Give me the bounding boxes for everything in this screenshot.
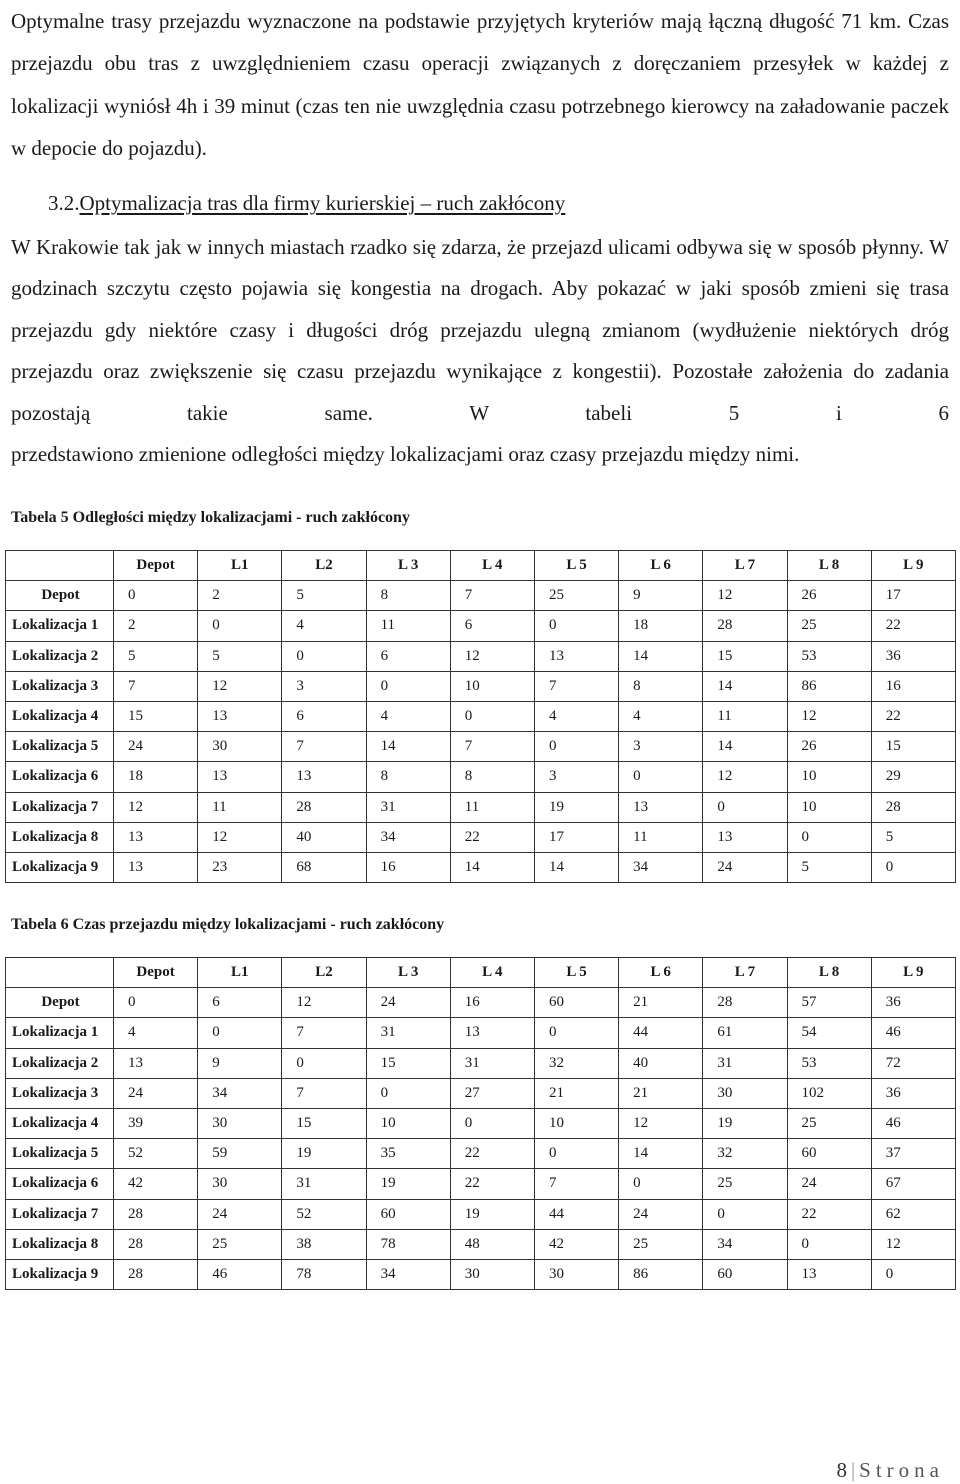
table-cell: 10 bbox=[787, 762, 871, 792]
table-cell: 12 bbox=[787, 701, 871, 731]
table-cell: 13 bbox=[114, 822, 198, 852]
table-cell: 12 bbox=[619, 1108, 703, 1138]
row-header: Depot bbox=[6, 988, 114, 1018]
table-cell: 0 bbox=[450, 701, 534, 731]
table-cell: 44 bbox=[619, 1018, 703, 1048]
table-cell: 25 bbox=[534, 581, 618, 611]
table-cell: 0 bbox=[366, 1078, 450, 1108]
column-header: Depot bbox=[114, 551, 198, 581]
table-cell: 19 bbox=[366, 1169, 450, 1199]
table-cell: 10 bbox=[450, 671, 534, 701]
table-cell: 12 bbox=[450, 641, 534, 671]
table-cell: 24 bbox=[619, 1199, 703, 1229]
row-header: Lokalizacja 5 bbox=[6, 732, 114, 762]
table-cell: 8 bbox=[366, 581, 450, 611]
table5-caption: Tabela 5 Odległości między lokalizacjami - ruch zakłócony bbox=[11, 509, 410, 526]
table-cell: 0 bbox=[787, 822, 871, 852]
intro-paragraph: Optymalne trasy przejazdu wyznaczone na podstawie przyjętych kryteriów mają łączną długość 71 km. Czas przejazdu obu tras z uwzględnieniem czasu operacji związanych z doręczaniem przesyłek w każdej z lokalizacji wyniósł 4h i 39 minut (czas ten nie uwzględnia czasu potrzebnego kierowcy na załadowanie paczek w depocie do pojazdu). bbox=[11, 9, 949, 161]
table-cell: 0 bbox=[366, 671, 450, 701]
row-header: Depot bbox=[6, 581, 114, 611]
table-cell: 40 bbox=[619, 1048, 703, 1078]
table-cell: 22 bbox=[450, 1169, 534, 1199]
table-cell: 0 bbox=[534, 611, 618, 641]
table-cell: 9 bbox=[619, 581, 703, 611]
table-cell: 4 bbox=[366, 701, 450, 731]
table-cell: 7 bbox=[450, 581, 534, 611]
table-cell: 28 bbox=[282, 792, 366, 822]
table-cell: 29 bbox=[871, 762, 955, 792]
table-cell: 62 bbox=[871, 1199, 955, 1229]
table-cell: 30 bbox=[450, 1259, 534, 1289]
table-row bbox=[6, 581, 956, 611]
table-cell: 53 bbox=[787, 641, 871, 671]
table-row bbox=[6, 792, 956, 822]
header-corner-cell bbox=[6, 551, 114, 581]
table-cell: 86 bbox=[787, 671, 871, 701]
table-cell: 34 bbox=[366, 1259, 450, 1289]
table-cell: 5 bbox=[114, 641, 198, 671]
table-row bbox=[6, 1048, 956, 1078]
table-cell: 13 bbox=[198, 762, 282, 792]
table-cell: 21 bbox=[534, 1078, 618, 1108]
table-cell: 42 bbox=[534, 1229, 618, 1259]
table-cell: 31 bbox=[282, 1169, 366, 1199]
column-header: L 4 bbox=[450, 958, 534, 988]
table-cell: 0 bbox=[282, 641, 366, 671]
column-header: Depot bbox=[114, 958, 198, 988]
page-label: Strona bbox=[859, 1458, 944, 1482]
table-cell: 60 bbox=[787, 1139, 871, 1169]
table-cell: 4 bbox=[534, 701, 618, 731]
table-cell: 35 bbox=[366, 1139, 450, 1169]
table-cell: 6 bbox=[450, 611, 534, 641]
column-header: L 5 bbox=[534, 958, 618, 988]
table-cell: 61 bbox=[703, 1018, 787, 1048]
row-header: Lokalizacja 2 bbox=[6, 641, 114, 671]
table-cell: 44 bbox=[534, 1199, 618, 1229]
column-header: L 6 bbox=[619, 958, 703, 988]
table-cell: 15 bbox=[703, 641, 787, 671]
row-header: Lokalizacja 7 bbox=[6, 792, 114, 822]
table-cell: 32 bbox=[703, 1139, 787, 1169]
table-row bbox=[6, 1199, 956, 1229]
table-row bbox=[6, 1108, 956, 1138]
table-cell: 11 bbox=[366, 611, 450, 641]
row-header: Lokalizacja 8 bbox=[6, 1229, 114, 1259]
table-cell: 25 bbox=[787, 1108, 871, 1138]
table-cell: 0 bbox=[198, 611, 282, 641]
table-cell: 3 bbox=[619, 732, 703, 762]
table-cell: 34 bbox=[366, 822, 450, 852]
table-cell: 0 bbox=[114, 988, 198, 1018]
table-cell: 25 bbox=[198, 1229, 282, 1259]
table-row bbox=[6, 852, 956, 882]
table-cell: 19 bbox=[282, 1139, 366, 1169]
table-cell: 5 bbox=[787, 852, 871, 882]
table-cell: 0 bbox=[534, 732, 618, 762]
table-cell: 12 bbox=[198, 671, 282, 701]
table-cell: 0 bbox=[703, 1199, 787, 1229]
row-header: Lokalizacja 2 bbox=[6, 1048, 114, 1078]
table-cell: 0 bbox=[619, 1169, 703, 1199]
table-cell: 13 bbox=[450, 1018, 534, 1048]
table-row bbox=[6, 1259, 956, 1289]
table-row bbox=[6, 1139, 956, 1169]
table-cell: 30 bbox=[703, 1078, 787, 1108]
column-header: L2 bbox=[282, 958, 366, 988]
table-cell: 30 bbox=[198, 1108, 282, 1138]
column-header: L1 bbox=[198, 551, 282, 581]
table-cell: 0 bbox=[198, 1018, 282, 1048]
table-cell: 6 bbox=[366, 641, 450, 671]
table-cell: 30 bbox=[198, 732, 282, 762]
row-header: Lokalizacja 3 bbox=[6, 671, 114, 701]
table-cell: 42 bbox=[114, 1169, 198, 1199]
table-row bbox=[6, 822, 956, 852]
table-cell: 19 bbox=[534, 792, 618, 822]
table-cell: 60 bbox=[534, 988, 618, 1018]
table-cell: 24 bbox=[114, 1078, 198, 1108]
table-cell: 68 bbox=[282, 852, 366, 882]
table-cell: 14 bbox=[450, 852, 534, 882]
table-cell: 12 bbox=[871, 1229, 955, 1259]
table-cell: 37 bbox=[871, 1139, 955, 1169]
table-cell: 13 bbox=[703, 822, 787, 852]
table-row bbox=[6, 641, 956, 671]
table-cell: 52 bbox=[282, 1199, 366, 1229]
table-cell: 7 bbox=[114, 671, 198, 701]
table-cell: 13 bbox=[282, 762, 366, 792]
table-cell: 34 bbox=[619, 852, 703, 882]
row-header: Lokalizacja 3 bbox=[6, 1078, 114, 1108]
table-row bbox=[6, 1018, 956, 1048]
table-cell: 60 bbox=[703, 1259, 787, 1289]
table-cell: 22 bbox=[450, 822, 534, 852]
table-row bbox=[6, 1229, 956, 1259]
row-header: Lokalizacja 1 bbox=[6, 1018, 114, 1048]
table-cell: 24 bbox=[114, 732, 198, 762]
body-paragraph-text: W Krakowie tak jak w innych miastach rzadko się zdarza, że przejazd ulicami odbywa się w sposób płynny. W godzinach szczytu często pojawia się kongestia na drogach. Aby pokazać w jaki sposób zmieni się trasa przejazdu gdy niektóre czasy i długości dróg przejazdu ulegną zmianom (wydłużenie niektórych dróg przejazdu oraz zwiększenie się czasu przejazdu wynikające z kongestii). Pozostałe założenia do zadania pozostają takie same. W tabeli 5 i 6 bbox=[11, 235, 949, 425]
table-cell: 14 bbox=[619, 1139, 703, 1169]
table-cell: 22 bbox=[871, 611, 955, 641]
table-cell: 16 bbox=[450, 988, 534, 1018]
table-cell: 4 bbox=[282, 611, 366, 641]
table-cell: 36 bbox=[871, 641, 955, 671]
section-title: Optymalizacja tras dla firmy kurierskiej – ruch zakłócony bbox=[79, 191, 566, 215]
row-header: Lokalizacja 7 bbox=[6, 1199, 114, 1229]
table-cell: 4 bbox=[114, 1018, 198, 1048]
body-paragraph-last-line: przedstawiono zmienione odległości między lokalizacjami oraz czasy przejazdu między nimi. bbox=[11, 442, 800, 467]
column-header: L 9 bbox=[871, 958, 955, 988]
table-cell: 10 bbox=[534, 1108, 618, 1138]
table-cell: 12 bbox=[703, 762, 787, 792]
table-cell: 25 bbox=[703, 1169, 787, 1199]
page-footer bbox=[836, 1458, 944, 1483]
table-cell: 46 bbox=[871, 1018, 955, 1048]
column-header: L2 bbox=[282, 551, 366, 581]
column-header: L1 bbox=[198, 958, 282, 988]
table-header-row bbox=[6, 958, 956, 988]
table-cell: 18 bbox=[619, 611, 703, 641]
table-cell: 28 bbox=[703, 988, 787, 1018]
row-header: Lokalizacja 9 bbox=[6, 1259, 114, 1289]
table-cell: 102 bbox=[787, 1078, 871, 1108]
section-heading bbox=[48, 185, 565, 221]
table-cell: 21 bbox=[619, 988, 703, 1018]
table-cell: 31 bbox=[450, 1048, 534, 1078]
table-cell: 40 bbox=[282, 822, 366, 852]
table-cell: 15 bbox=[871, 732, 955, 762]
table-cell: 24 bbox=[787, 1169, 871, 1199]
table-cell: 12 bbox=[282, 988, 366, 1018]
table-cell: 24 bbox=[366, 988, 450, 1018]
section-number: 3.2. bbox=[48, 191, 80, 215]
table-cell: 38 bbox=[282, 1229, 366, 1259]
table-row bbox=[6, 1169, 956, 1199]
table-cell: 13 bbox=[787, 1259, 871, 1289]
table-row bbox=[6, 762, 956, 792]
table-cell: 67 bbox=[871, 1169, 955, 1199]
page-number: 8 bbox=[836, 1458, 847, 1482]
table-cell: 25 bbox=[619, 1229, 703, 1259]
table-cell: 0 bbox=[619, 762, 703, 792]
table-cell: 27 bbox=[450, 1078, 534, 1108]
table-cell: 28 bbox=[114, 1259, 198, 1289]
body-paragraph bbox=[11, 227, 949, 475]
table-cell: 13 bbox=[198, 701, 282, 731]
table-cell: 39 bbox=[114, 1108, 198, 1138]
table-cell: 17 bbox=[871, 581, 955, 611]
table-cell: 53 bbox=[787, 1048, 871, 1078]
table-cell: 9 bbox=[198, 1048, 282, 1078]
table-cell: 17 bbox=[534, 822, 618, 852]
table-cell: 2 bbox=[114, 611, 198, 641]
table-row bbox=[6, 611, 956, 641]
table-cell: 60 bbox=[366, 1199, 450, 1229]
table-cell: 31 bbox=[703, 1048, 787, 1078]
table-cell: 4 bbox=[619, 701, 703, 731]
column-header: L 8 bbox=[787, 551, 871, 581]
table6-caption: Tabela 6 Czas przejazdu między lokalizacjami - ruch zakłócony bbox=[11, 916, 445, 933]
table-cell: 86 bbox=[619, 1259, 703, 1289]
table-cell: 11 bbox=[703, 701, 787, 731]
table-cell: 6 bbox=[282, 701, 366, 731]
table-cell: 3 bbox=[282, 671, 366, 701]
row-header: Lokalizacja 6 bbox=[6, 1169, 114, 1199]
table-cell: 7 bbox=[534, 1169, 618, 1199]
table-cell: 7 bbox=[282, 1018, 366, 1048]
row-header: Lokalizacja 9 bbox=[6, 852, 114, 882]
column-header: L 3 bbox=[366, 958, 450, 988]
table-cell: 24 bbox=[198, 1199, 282, 1229]
table-row bbox=[6, 701, 956, 731]
table-cell: 7 bbox=[450, 732, 534, 762]
table-cell: 28 bbox=[114, 1229, 198, 1259]
table-cell: 13 bbox=[534, 641, 618, 671]
table-cell: 22 bbox=[871, 701, 955, 731]
table-cell: 30 bbox=[198, 1169, 282, 1199]
table-cell: 28 bbox=[114, 1199, 198, 1229]
column-header: L 7 bbox=[703, 958, 787, 988]
column-header: L 7 bbox=[703, 551, 787, 581]
table-cell: 16 bbox=[871, 671, 955, 701]
table-cell: 11 bbox=[198, 792, 282, 822]
table-cell: 0 bbox=[450, 1108, 534, 1138]
column-header: L 5 bbox=[534, 551, 618, 581]
row-header: Lokalizacja 1 bbox=[6, 611, 114, 641]
table-cell: 5 bbox=[871, 822, 955, 852]
table-cell: 7 bbox=[282, 732, 366, 762]
table-cell: 12 bbox=[703, 581, 787, 611]
table-cell: 36 bbox=[871, 988, 955, 1018]
table-cell: 32 bbox=[534, 1048, 618, 1078]
table-cell: 7 bbox=[534, 671, 618, 701]
table-cell: 14 bbox=[619, 641, 703, 671]
table-cell: 59 bbox=[198, 1139, 282, 1169]
table-cell: 21 bbox=[619, 1078, 703, 1108]
table-cell: 14 bbox=[703, 671, 787, 701]
table-cell: 72 bbox=[871, 1048, 955, 1078]
table-cell: 12 bbox=[198, 822, 282, 852]
table-cell: 14 bbox=[703, 732, 787, 762]
table-header-row bbox=[6, 551, 956, 581]
table-cell: 16 bbox=[366, 852, 450, 882]
table-cell: 19 bbox=[703, 1108, 787, 1138]
table-cell: 10 bbox=[787, 792, 871, 822]
table-cell: 54 bbox=[787, 1018, 871, 1048]
table-cell: 0 bbox=[703, 792, 787, 822]
column-header: L 3 bbox=[366, 551, 450, 581]
table-cell: 8 bbox=[619, 671, 703, 701]
travel-time-table bbox=[5, 957, 956, 1290]
table-cell: 19 bbox=[450, 1199, 534, 1229]
distance-table bbox=[5, 550, 956, 883]
table-cell: 26 bbox=[787, 581, 871, 611]
row-header: Lokalizacja 4 bbox=[6, 701, 114, 731]
table-cell: 8 bbox=[366, 762, 450, 792]
table-cell: 46 bbox=[198, 1259, 282, 1289]
table-cell: 5 bbox=[282, 581, 366, 611]
column-header: L 8 bbox=[787, 958, 871, 988]
column-header: L 9 bbox=[871, 551, 955, 581]
table-cell: 12 bbox=[114, 792, 198, 822]
row-header: Lokalizacja 6 bbox=[6, 762, 114, 792]
table-cell: 8 bbox=[450, 762, 534, 792]
row-header: Lokalizacja 8 bbox=[6, 822, 114, 852]
table-cell: 28 bbox=[703, 611, 787, 641]
table-cell: 57 bbox=[787, 988, 871, 1018]
table-cell: 11 bbox=[450, 792, 534, 822]
table-cell: 0 bbox=[114, 581, 198, 611]
table-row bbox=[6, 732, 956, 762]
table-cell: 31 bbox=[366, 1018, 450, 1048]
table-cell: 52 bbox=[114, 1139, 198, 1169]
table-cell: 13 bbox=[114, 852, 198, 882]
table-cell: 0 bbox=[787, 1229, 871, 1259]
table-cell: 24 bbox=[703, 852, 787, 882]
table-cell: 25 bbox=[787, 611, 871, 641]
table-row bbox=[6, 1078, 956, 1108]
table-cell: 78 bbox=[366, 1229, 450, 1259]
footer-separator: | bbox=[850, 1458, 856, 1482]
table-cell: 23 bbox=[198, 852, 282, 882]
table-cell: 10 bbox=[366, 1108, 450, 1138]
table-cell: 0 bbox=[871, 1259, 955, 1289]
table-cell: 48 bbox=[450, 1229, 534, 1259]
table-row bbox=[6, 671, 956, 701]
table-cell: 22 bbox=[787, 1199, 871, 1229]
table-cell: 7 bbox=[282, 1078, 366, 1108]
table-cell: 5 bbox=[198, 641, 282, 671]
table-cell: 15 bbox=[282, 1108, 366, 1138]
header-corner-cell bbox=[6, 958, 114, 988]
table-row bbox=[6, 988, 956, 1018]
table-cell: 26 bbox=[787, 732, 871, 762]
table-cell: 15 bbox=[366, 1048, 450, 1078]
table-cell: 28 bbox=[871, 792, 955, 822]
row-header: Lokalizacja 5 bbox=[6, 1139, 114, 1169]
column-header: L 6 bbox=[619, 551, 703, 581]
table-cell: 0 bbox=[534, 1018, 618, 1048]
table-cell: 78 bbox=[282, 1259, 366, 1289]
table-cell: 0 bbox=[871, 852, 955, 882]
table-cell: 13 bbox=[114, 1048, 198, 1078]
table-cell: 2 bbox=[198, 581, 282, 611]
table-cell: 18 bbox=[114, 762, 198, 792]
table-cell: 3 bbox=[534, 762, 618, 792]
table-cell: 34 bbox=[703, 1229, 787, 1259]
column-header: L 4 bbox=[450, 551, 534, 581]
table-cell: 31 bbox=[366, 792, 450, 822]
table-cell: 30 bbox=[534, 1259, 618, 1289]
table-cell: 13 bbox=[619, 792, 703, 822]
table-cell: 36 bbox=[871, 1078, 955, 1108]
table-cell: 22 bbox=[450, 1139, 534, 1169]
table-cell: 34 bbox=[198, 1078, 282, 1108]
table-cell: 11 bbox=[619, 822, 703, 852]
table-cell: 14 bbox=[534, 852, 618, 882]
table-cell: 46 bbox=[871, 1108, 955, 1138]
table-cell: 15 bbox=[114, 701, 198, 731]
table-cell: 6 bbox=[198, 988, 282, 1018]
table-cell: 0 bbox=[282, 1048, 366, 1078]
table-cell: 14 bbox=[366, 732, 450, 762]
row-header: Lokalizacja 4 bbox=[6, 1108, 114, 1138]
table-cell: 0 bbox=[534, 1139, 618, 1169]
